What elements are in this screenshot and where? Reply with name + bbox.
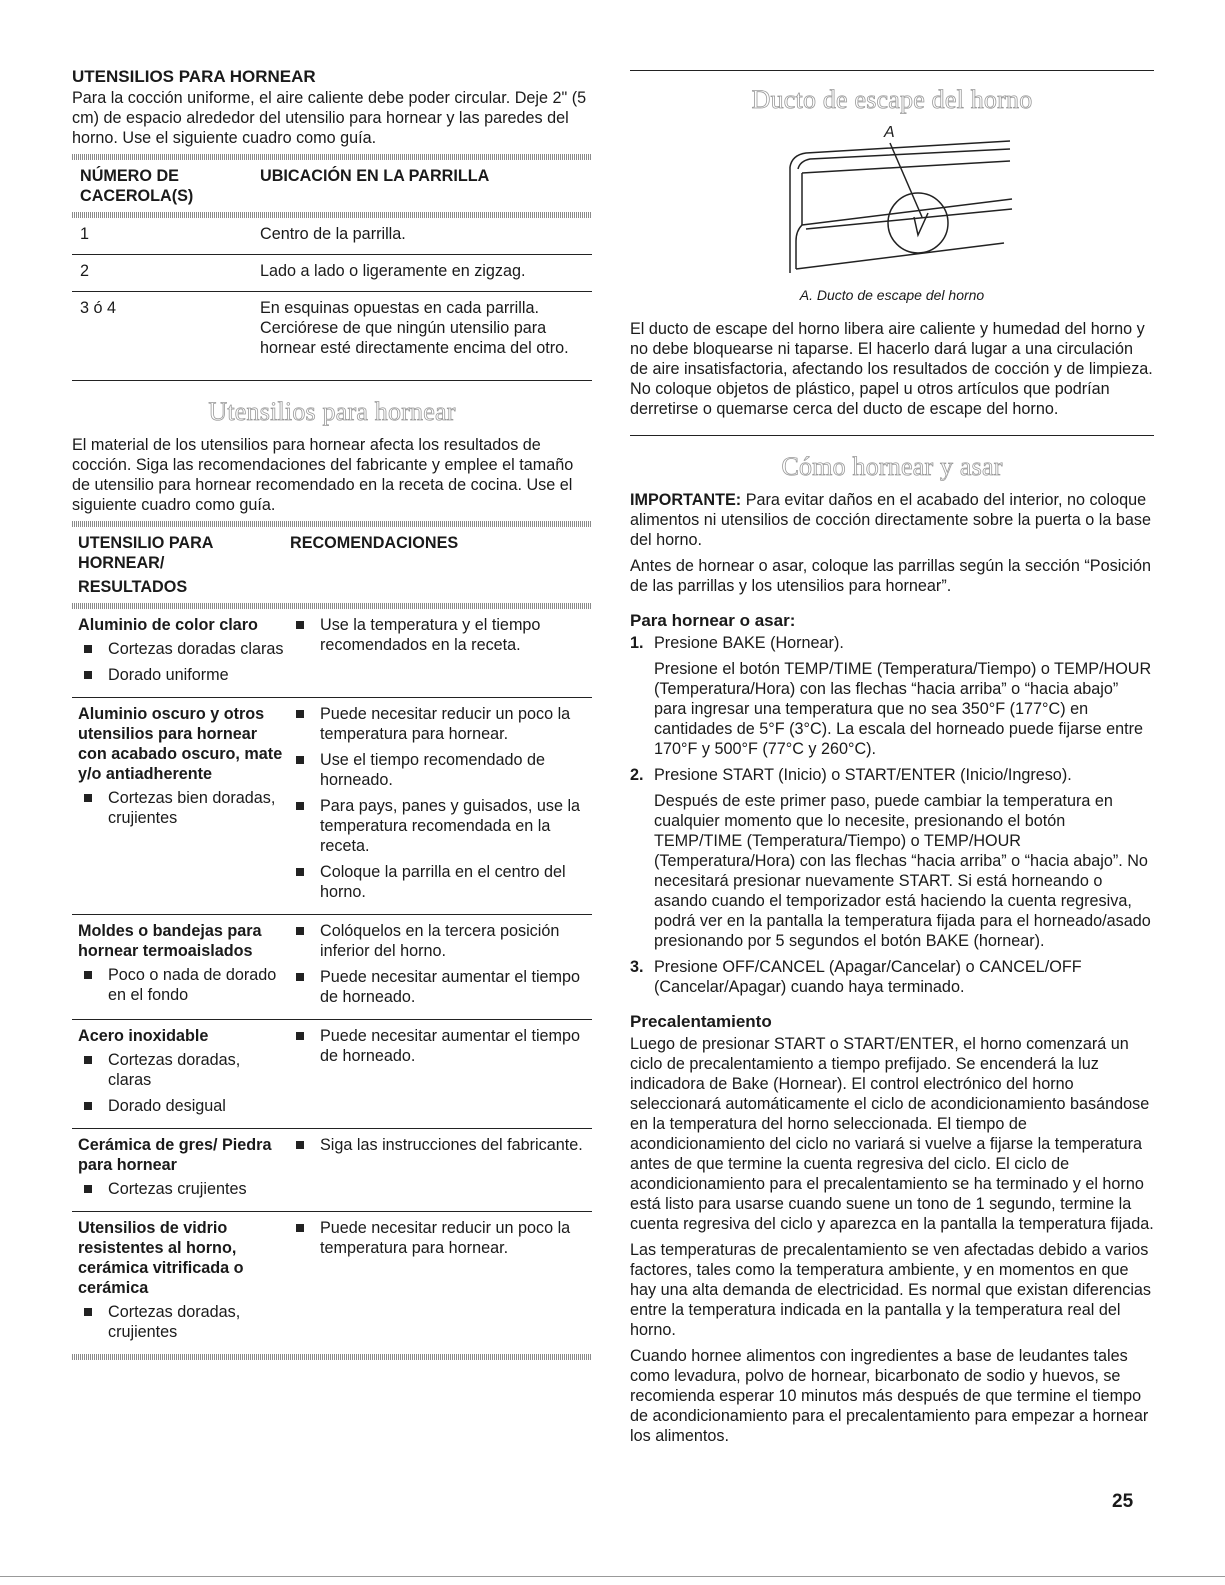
utensil-material: Utensilios de vidrio resistentes al horno, cerámica vitrificada o cerámica <box>78 1219 244 1297</box>
list-item: Coloque la parrilla en el centro del horno. <box>290 862 592 902</box>
list-item: Cortezas doradas, claras <box>78 1050 284 1090</box>
pan-placement-rows <box>72 218 592 381</box>
section-divider <box>630 70 1154 71</box>
preheat-paragraph: Luego de presionar START o START/ENTER, el horno comenzará un ciclo de precalentamiento a tiempo prefijado. Se encenderá la luz indicadora de Bake (Hornear). El control electrónico del horno seleccionará automáticamente el ciclo de acondicionamiento basándose en la temperatura del horno seleccionada. El tiempo de acondicionamiento del ciclo no variará si vuelve a fijarse la temperatura antes de que termine la cuenta regresiva del ciclo. El ciclo de acondicionamiento para el precalentamiento se ha terminado y el horno está listo para usarse cuando suene un tono de 1 segundo, termine la cuenta regresiva del ciclo y aparezca en la pantalla la temperatura fijada. <box>630 1035 1154 1233</box>
table-row: 3 ó 4 En esquinas opuestas en cada parrilla. Cerciórese de que ningún utensilio para hornear esté directamente encima del otro. <box>72 292 592 381</box>
list-item: Cortezas crujientes <box>78 1179 284 1199</box>
section-title-bakeware: UTENSILIOS PARA HORNEAR <box>72 67 316 86</box>
list-item: Puede necesitar aumentar el tiempo de horneado. <box>290 1026 592 1066</box>
utensil-material: Moldes o bandejas para hornear termoaislados <box>78 922 262 960</box>
list-item: Siga las instrucciones del fabricante. <box>290 1135 592 1155</box>
section-divider <box>630 435 1154 436</box>
step-text: Presione OFF/CANCEL (Apagar/Cancelar) o CANCEL/OFF (Cancelar/Apagar) cuando haya terminado. <box>654 958 1082 996</box>
list-item: Cortezas bien doradas, crujientes <box>78 788 284 828</box>
list-item: Poco o nada de dorado en el fondo <box>78 965 284 1005</box>
list-item: Colóquelos en la tercera posición inferior del horno. <box>290 921 592 961</box>
table-row <box>72 698 592 915</box>
table-row <box>72 609 592 698</box>
section-title-utensils: Utensilios para hornear <box>208 397 456 426</box>
table-row: 2 Lado a lado o ligeramente en zigzag. <box>72 255 592 292</box>
utensils-intro: El material de los utensilios para hornear afecta los resultados de cocción. Siga las recomendaciones del fabricante y emplee el tamaño de utensilio para hornear recomendado en la receta de cocina. Use el siguiente cuadro como guía. <box>72 436 574 514</box>
section-title-vent: Ducto de escape del horno <box>751 85 1033 114</box>
utensil-material: Aluminio de color claro <box>78 616 258 634</box>
utensil-table-header <box>72 527 592 603</box>
step-number: 3. <box>630 958 644 976</box>
table-row <box>72 1212 592 1355</box>
utensil-material: Aluminio oscuro y otros utensilios para hornear con acabado oscuro, mate y/o antiadherente <box>78 705 283 783</box>
step-number: 1. <box>630 634 644 652</box>
table-row <box>72 915 592 1020</box>
section-title-bake: Cómo hornear y asar <box>781 452 1003 481</box>
pan-placement-table <box>72 160 592 212</box>
step-item <box>630 957 1154 997</box>
list-item: Para pays, panes y guisados, use la temperatura recomendada en la receta. <box>290 796 592 856</box>
table-header-utensil: UTENSILIO PARA HORNEAR/ RESULTADOS <box>78 534 213 596</box>
vent-body: El ducto de escape del horno libera aire caliente y humedad del horno y no debe bloquearse ni taparse. El hacerlo dará lugar a una circulación de aire insatisfactoria, afectando los resultados de cocción y de limpieza. No coloque objetos de plástico, papel u otros artículos que podrían derretirse o quemarse cerca del ducto de escape del horno. <box>630 320 1153 418</box>
table-row <box>72 1129 592 1212</box>
list-item: Puede necesitar reducir un poco la temperatura para hornear. <box>290 1218 592 1258</box>
oven-vent-illustration <box>762 121 1022 281</box>
table-header-rack-position: UBICACIÓN EN LA PARRILLA <box>260 167 490 185</box>
rack-position-note: Antes de hornear o asar, coloque las parrillas según la sección “Posición de las parrillas y los utensilios para hornear”. <box>630 557 1151 595</box>
table-row <box>72 1020 592 1129</box>
step-item <box>630 633 1154 759</box>
page-number: 25 <box>1112 1491 1134 1512</box>
preheat-text <box>630 1034 1154 1446</box>
list-item: Cortezas doradas claras <box>78 639 284 659</box>
table-bottom-band <box>72 1354 592 1360</box>
step-number: 2. <box>630 766 644 784</box>
list-item: Cortezas doradas, crujientes <box>78 1302 284 1342</box>
list-item: Dorado uniforme <box>78 665 284 685</box>
step-text: Después de este primer paso, puede cambiar la temperatura en cualquier momento que lo necesite, presionando el botón TEMP/TIME (Temperatura/Tiempo) o TEMP/HOUR (Temperatura/Hora) con las flechas “hacia arriba” o “hacia abajo”. No necesitará presionar nuevamente START. Si está horneando o asando cuando el temporizador está haciendo la cuenta regresiva, podrá ver en la pantalla la temperatura fijada para el horneado/asado presionando por 5 segundos el botón BAKE (hornear). <box>654 792 1151 950</box>
table-header-pans: NÚMERO DE CACEROLA(S) <box>80 167 194 205</box>
subheading-preheat: Precalentamiento <box>630 1012 772 1031</box>
list-item: Use el tiempo recomendado de horneado. <box>290 750 592 790</box>
figure-caption: A. Ducto de escape del horno <box>799 287 985 303</box>
step-text: Presione BAKE (Hornear). <box>654 634 844 652</box>
utensil-material: Acero inoxidable <box>78 1027 209 1045</box>
utensil-table <box>72 609 592 1354</box>
utensil-material: Cerámica de gres/ Piedra para hornear <box>78 1136 272 1174</box>
right-column <box>630 66 1154 1452</box>
important-note: IMPORTANTE: Para evitar daños en el acabado del interior, no coloque alimentos ni utensilios de cocción directamente sobre la puerta o la base del horno. <box>630 491 1151 549</box>
list-item: Puede necesitar reducir un poco la temperatura para hornear. <box>290 704 592 744</box>
subheading-bake-broil: Para hornear o asar: <box>630 611 796 630</box>
step-item <box>630 765 1154 951</box>
figure-label: A <box>884 124 895 141</box>
list-item: Use la temperatura y el tiempo recomendados en la receta. <box>290 615 592 655</box>
bakeware-intro: Para la cocción uniforme, el aire caliente debe poder circular. Deje 2" (5 cm) de espacio alrededor del utensilio para hornear y las paredes del horno. Use el siguiente cuadro como guía. <box>72 89 587 147</box>
step-text: Presione el botón TEMP/TIME (Temperatura/Tiempo) o TEMP/HOUR (Temperatura/Hora) con las flechas “hacia arriba” o “hacia abajo” para ingresar una temperatura que no sea 350°F (177°C) en cantidades de 5°F (3°C). La escala del horneado puede fijarse entre 170°F y 500°F (77°C y 260°C). <box>654 660 1152 758</box>
list-item: Puede necesitar aumentar el tiempo de horneado. <box>290 967 592 1007</box>
left-column <box>72 66 592 1360</box>
list-item: Dorado desigual <box>78 1096 284 1116</box>
page-bottom-line <box>0 1576 1225 1577</box>
table-header-recommendations: RECOMENDACIONES <box>290 534 459 552</box>
bake-steps-list <box>630 633 1154 997</box>
preheat-paragraph: Cuando hornee alimentos con ingredientes a base de leudantes tales como levadura, polvo de hornear, bicarbonato de sodio y huevos, se recomienda esperar 10 minutos más después de que termine el tiempo de acondicionamiento para el precalentamiento para empezar a hornear los alimentos. <box>630 1347 1149 1445</box>
preheat-paragraph: Las temperaturas de precalentamiento se ven afectadas debido a varios factores, tales como la temperatura ambiente, y en momentos en que hay una alta demanda de electricidad. Es normal que existan diferencias entre la temperatura indicada en la pantalla y la temperatura real del horno. <box>630 1241 1152 1339</box>
table-row: 1 Centro de la parrilla. <box>72 218 592 255</box>
step-text: Presione START (Inicio) o START/ENTER (Inicio/Ingreso). <box>654 766 1072 784</box>
